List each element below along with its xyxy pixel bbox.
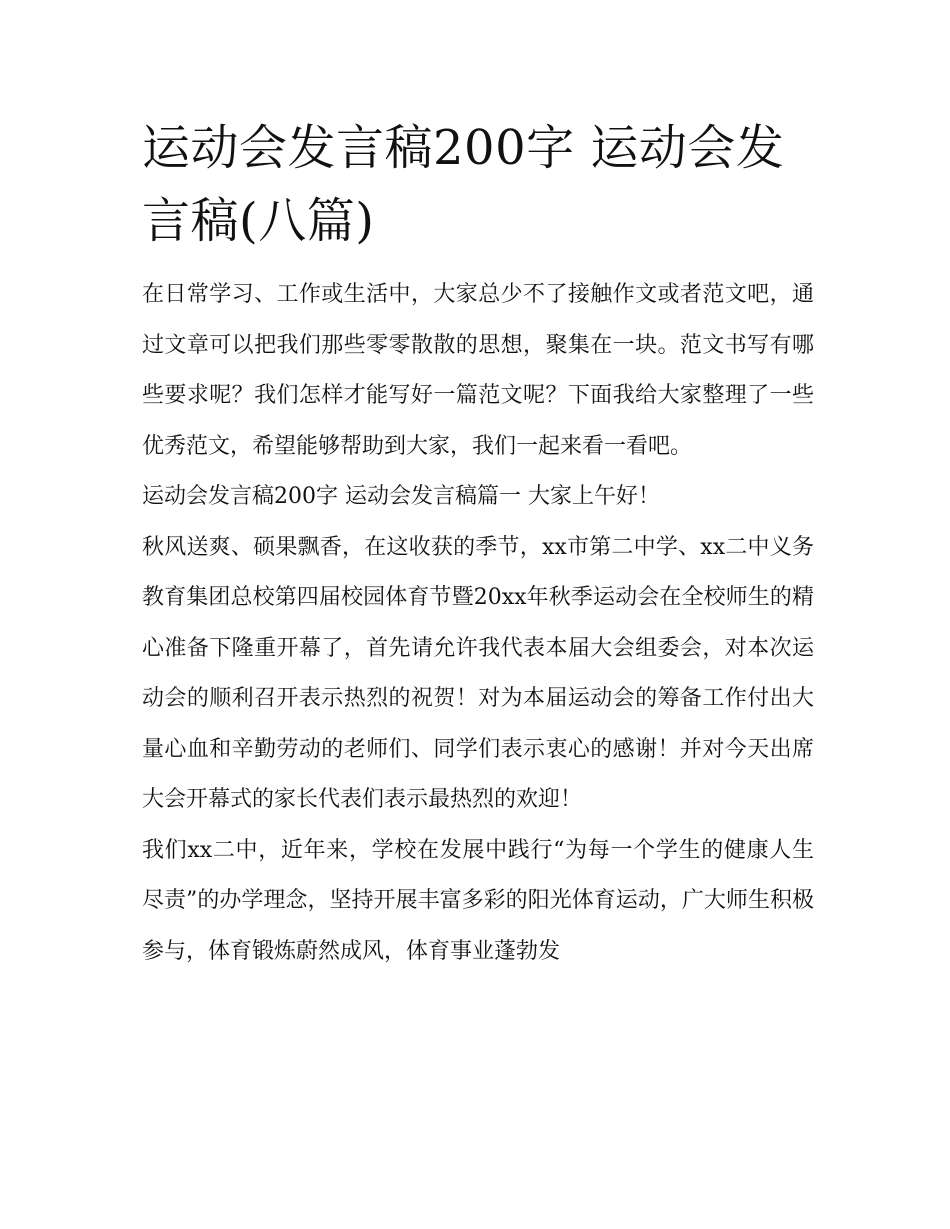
document-page bbox=[142, 112, 814, 977]
document-body bbox=[142, 270, 814, 977]
paragraph-section-heading: 运动会发言稿200字 运动会发言稿篇一 大家上午好！ bbox=[142, 484, 660, 509]
document-title: 运动会发言稿200字 运动会发言稿(八篇) bbox=[142, 120, 785, 249]
paragraph-opening: 秋风送爽、硕果飘香，在这收获的季节，xx市第二中学、xx二中义务教育集团总校第四届校园体育节暨20xx年秋季运动会在全校师生的精心准备下隆重开幕了，首先请允许我代表本届大会组委会，对本次运动会的顺利召开表示热烈的祝贺！对为本届运动会的筹备工作付出大量心血和辛勤劳动的老师们、同学们表示衷心的感谢！并对今天出席大会开幕式的家长代表们表示最热烈的欢迎！ bbox=[142, 534, 814, 812]
paragraph-school: 我们xx二中，近年来，学校在发展中践行“为每一个学生的健康人生尽责”的办学理念，坚持开展丰富多彩的阳光体育运动，广大师生积极参与，体育锻炼蔚然成风，体育事业蓬勃发 bbox=[142, 837, 814, 964]
paragraph-intro: 在日常学习、工作或生活中，大家总少不了接触作文或者范文吧，通过文章可以把我们那些零零散散的思想，聚集在一块。范文书写有哪些要求呢？我们怎样才能写好一篇范文呢？下面我给大家整理了一些优秀范文，希望能够帮助到大家，我们一起来看一看吧。 bbox=[142, 282, 814, 459]
